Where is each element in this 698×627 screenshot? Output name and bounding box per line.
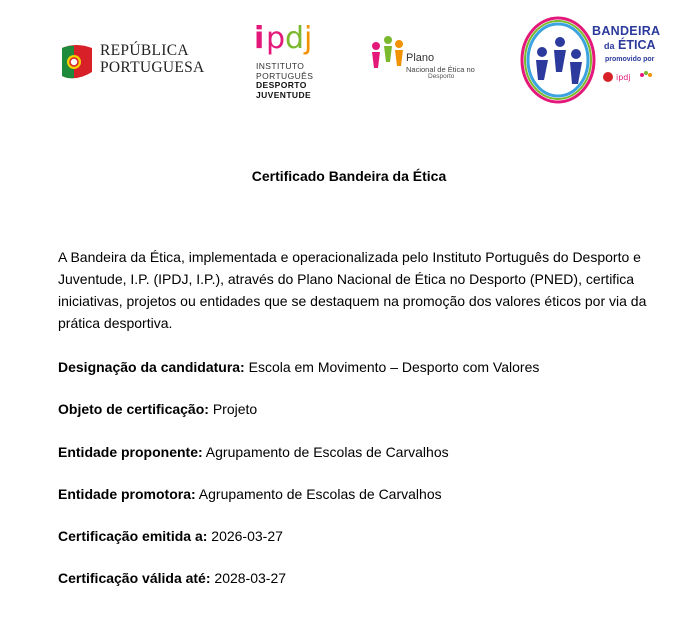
ipdj-line4: JUVENTUDE <box>256 89 312 100</box>
bandeira-subtitle-prefix: da <box>604 41 615 51</box>
intro-paragraph: A Bandeira da Ética, implementada e operacionalizada pelo Instituto Português do Desporto e Juventude, I.P. (IPDJ, I.P.), através do Plano Nacional de Ética no Desporto (PNED), certifica iniciativas, projetos ou entidades que se destaquem na promoção dos valores éticos por via da prática desportiva. <box>58 249 647 331</box>
field-objeto <box>58 399 257 419</box>
svg-text:i: i <box>254 21 265 56</box>
field-entidade-promotora <box>58 484 442 504</box>
bandeira-subtitle <box>604 38 656 52</box>
field-designacao <box>58 357 539 377</box>
field-valida <box>58 568 286 588</box>
pned-figures-icon <box>368 32 408 80</box>
field-value: Projeto <box>212 401 258 417</box>
ipdj-line2: PORTUGUÊS <box>256 70 314 81</box>
field-label: Entidade promotora: <box>58 486 196 502</box>
field-label: Entidade proponente: <box>58 444 203 460</box>
field-value: Escola em Movimento – Desporto com Valores <box>248 359 540 375</box>
bandeira-emblem-icon <box>518 14 598 106</box>
ipdj-line1: INSTITUTO <box>256 61 305 71</box>
pned-line1: Plano <box>406 52 435 64</box>
field-value: 2026-03-27 <box>211 528 283 544</box>
field-entidade-proponente <box>58 442 449 462</box>
republica-line1: REPÚBLICA <box>100 42 189 59</box>
field-label: Objeto de certificação: <box>58 401 209 417</box>
bandeira-mini-logos-icon <box>602 68 656 86</box>
republica-line2: PORTUGUESA <box>100 59 205 76</box>
field-value: Agrupamento de Escolas de Carvalhos <box>205 444 449 460</box>
ipdj-mark-icon <box>254 18 324 58</box>
portugal-flag-icon <box>60 42 94 82</box>
pned-line3: Desporto <box>428 73 455 80</box>
ipdj-logo <box>252 18 332 108</box>
certificate-title: Certificado Bandeira da Ética <box>251 168 447 184</box>
svg-text:j: j <box>304 21 313 56</box>
bandeira-promoted-by: promovido por <box>605 56 655 63</box>
logo-header <box>0 0 698 120</box>
field-label: Certificação emitida a: <box>58 528 208 544</box>
field-emitida <box>58 526 283 546</box>
bandeira-title: BANDEIRA <box>592 24 661 38</box>
field-label: Certificação válida até: <box>58 570 211 586</box>
field-label: Designação da candidatura: <box>58 359 245 375</box>
field-value: 2028-03-27 <box>214 570 287 586</box>
ipdj-line3: DESPORTO <box>256 80 307 90</box>
bandeira-subtitle-word: ÉTICA <box>618 38 656 52</box>
pned-logo <box>368 32 488 82</box>
field-value: Agrupamento de Escolas de Carvalhos <box>198 486 442 502</box>
svg-text:d: d <box>285 21 305 56</box>
svg-text:p: p <box>266 21 286 56</box>
pned-line2: Nacional de Ética no <box>406 65 475 74</box>
svg-text:ipdj: ipdj <box>616 73 631 82</box>
bandeira-etica-logo <box>518 14 660 108</box>
republica-portuguesa-logo <box>60 38 220 88</box>
